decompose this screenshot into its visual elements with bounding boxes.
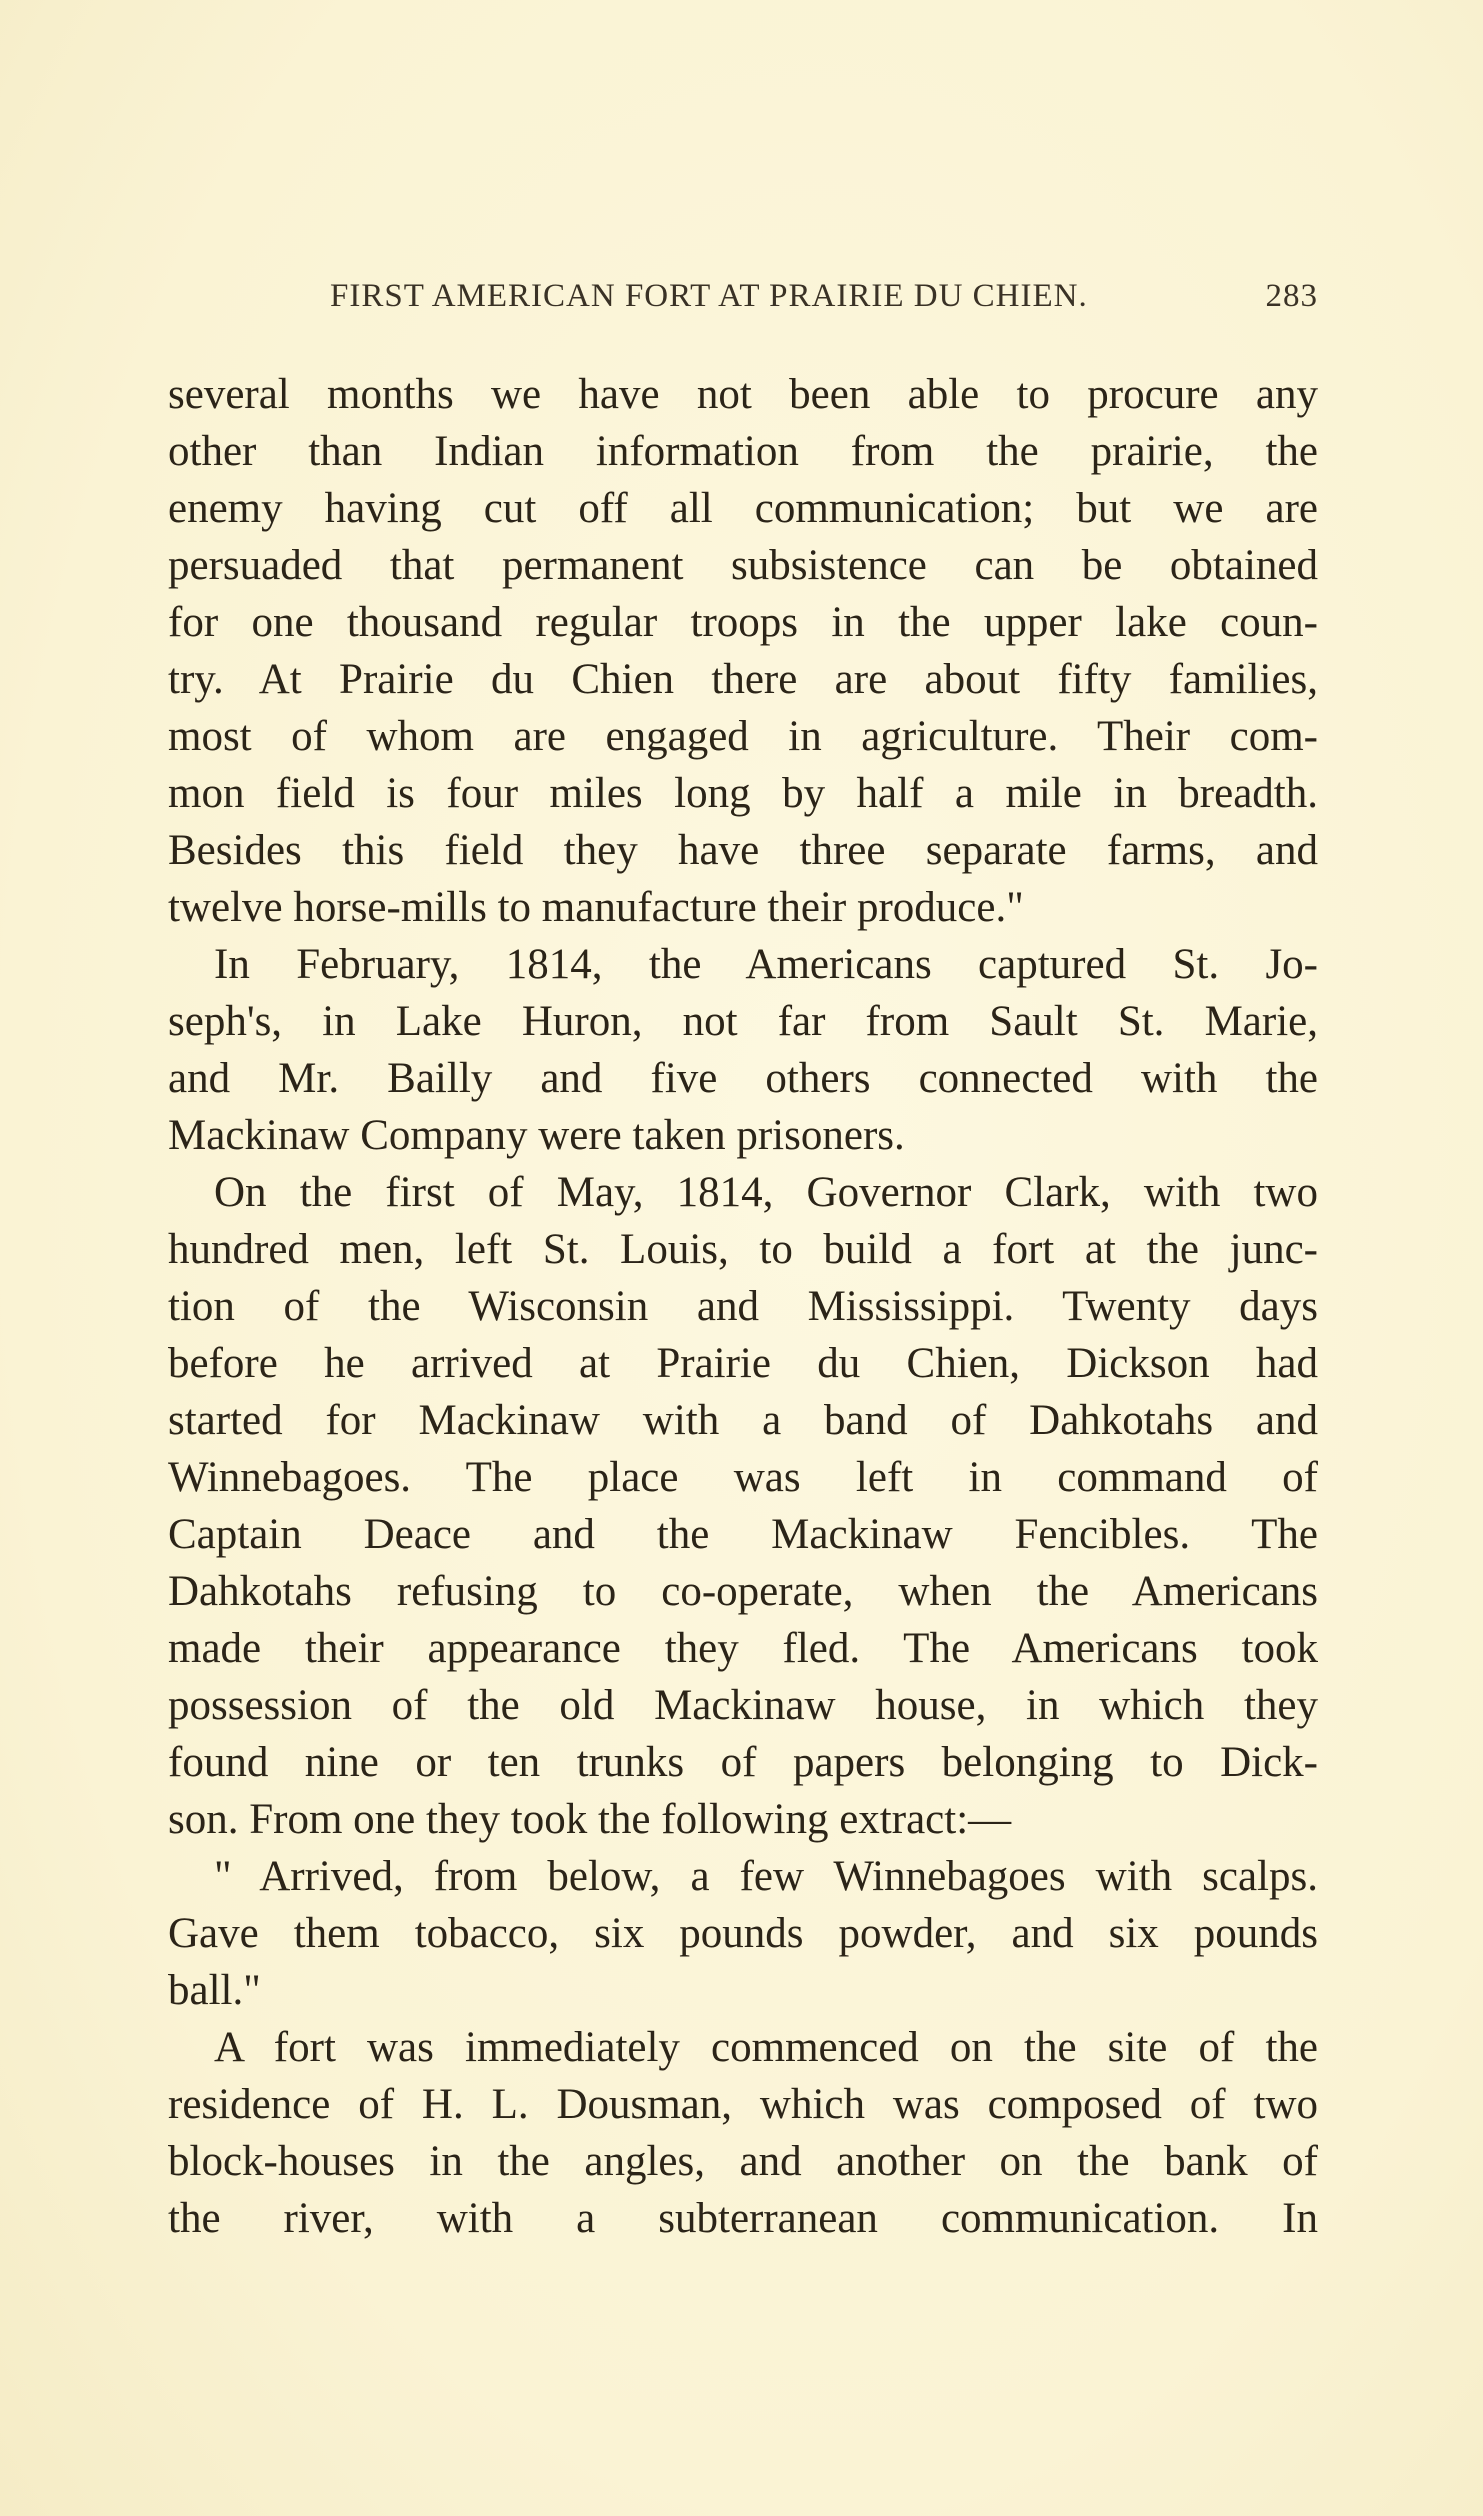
text-line: " Arrived, from below, a few Winnebagoes with scalps. (214, 1853, 1318, 1900)
text-line: son. From one they took the following extract:— (168, 1796, 1012, 1843)
text-line: Captain Deace and the Mackinaw Fencibles. The (168, 1511, 1318, 1558)
text-line: seph's, in Lake Huron, not far from Sault St. Marie, (168, 998, 1318, 1045)
text-line: for one thousand regular troops in the upper lake coun- (168, 599, 1318, 646)
text-line: other than Indian information from the prairie, the (168, 428, 1318, 475)
text-line: several months we have not been able to procure any (168, 371, 1318, 418)
body-text (168, 366, 1318, 2247)
text-line: enemy having cut off all communication; but we are (168, 485, 1318, 532)
text-line: tion of the Wisconsin and Mississippi. Twenty days (168, 1283, 1318, 1330)
text-line: Dahkotahs refusing to co-operate, when the Americans (168, 1568, 1318, 1615)
text-line: Gave them tobacco, six pounds powder, and six pounds (168, 1910, 1318, 1957)
page-number: 283 (1265, 278, 1318, 314)
text-line: residence of H. L. Dousman, which was composed of two (168, 2081, 1318, 2128)
text-line: block-houses in the angles, and another on the bank of (168, 2138, 1318, 2185)
text-line: On the first of May, 1814, Governor Clark, with two (214, 1169, 1318, 1216)
text-line: and Mr. Bailly and five others connected with the (168, 1055, 1318, 1102)
text-line: In February, 1814, the Americans captured St. Jo- (214, 941, 1318, 988)
text-line: ball." (168, 1967, 261, 2014)
text-line: persuaded that permanent subsistence can be obtained (168, 542, 1318, 589)
text-line: Mackinaw Company were taken prisoners. (168, 1112, 905, 1159)
text-line: most of whom are engaged in agriculture. Their com- (168, 713, 1318, 760)
text-line: the river, with a subterranean communication. In (168, 2195, 1318, 2242)
text-line: possession of the old Mackinaw house, in which they (168, 1682, 1318, 1729)
text-line: before he arrived at Prairie du Chien, Dickson had (168, 1340, 1318, 1387)
text-line: mon field is four miles long by half a mile in breadth. (168, 770, 1318, 817)
text-line: made their appearance they fled. The Americans took (168, 1625, 1318, 1672)
text-line: A fort was immediately commenced on the site of the (214, 2024, 1318, 2071)
text-line: Winnebagoes. The place was left in command of (168, 1454, 1318, 1501)
text-line: hundred men, left St. Louis, to build a fort at the junc- (168, 1226, 1318, 1273)
text-line: try. At Prairie du Chien there are about fifty families, (168, 656, 1318, 703)
text-line: found nine or ten trunks of papers belonging to Dick- (168, 1739, 1318, 1786)
running-header (330, 278, 1318, 328)
text-line: twelve horse-mills to manufacture their produce." (168, 884, 1024, 931)
text-line: Besides this field they have three separate farms, and (168, 827, 1318, 874)
text-line: started for Mackinaw with a band of Dahkotahs and (168, 1397, 1318, 1444)
running-title: FIRST AMERICAN FORT AT PRAIRIE DU CHIEN. (330, 278, 1088, 314)
